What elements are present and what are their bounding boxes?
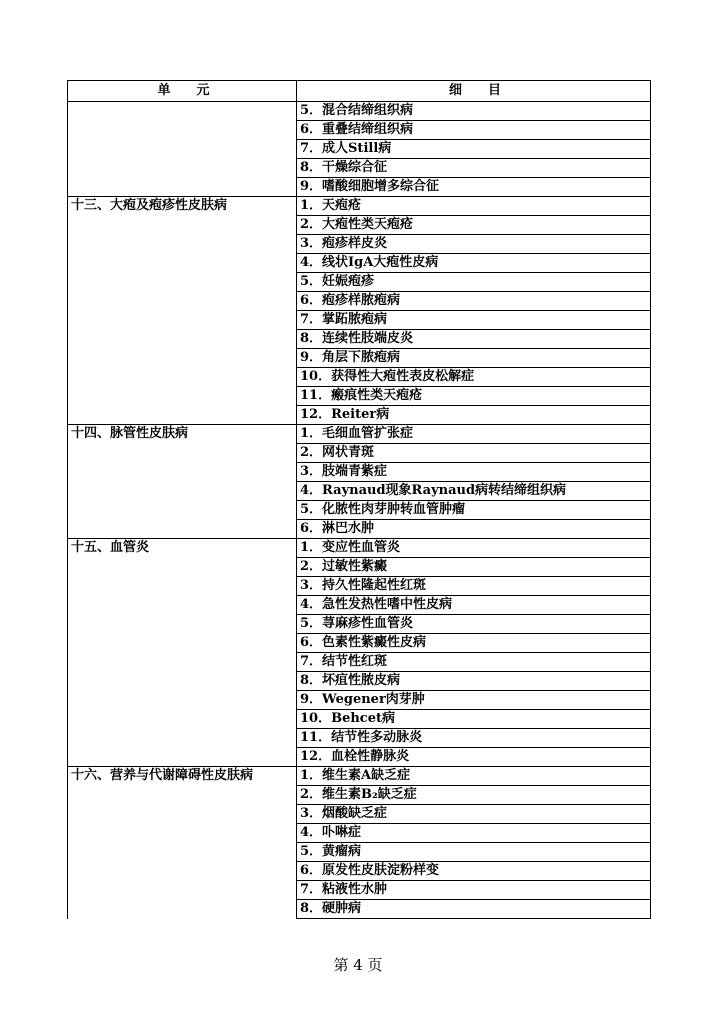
detail-column-header: 细 目 xyxy=(297,81,651,102)
detail-cell: 2．过敏性紫癜 xyxy=(297,558,651,577)
detail-cell: 10．Behcet病 xyxy=(297,710,651,729)
detail-cell: 1．变应性血管炎 xyxy=(297,539,651,558)
table-row xyxy=(68,425,651,444)
detail-cell: 8．干燥综合征 xyxy=(297,159,651,178)
table-row xyxy=(68,767,651,786)
table-row xyxy=(68,539,651,558)
table-row xyxy=(68,102,651,121)
table-body xyxy=(68,102,651,919)
detail-cell: 10．获得性大疱性表皮松解症 xyxy=(297,368,651,387)
detail-cell: 9．Wegener肉芽肿 xyxy=(297,691,651,710)
unit-cell xyxy=(68,102,297,197)
detail-cell: 9．角层下脓疱病 xyxy=(297,349,651,368)
unit-cell: 十五、血管炎 xyxy=(68,539,297,767)
detail-cell: 5．荨麻疹性血管炎 xyxy=(297,615,651,634)
unit-cell: 十四、脉管性皮肤病 xyxy=(68,425,297,539)
detail-cell: 5．妊娠疱疹 xyxy=(297,273,651,292)
detail-cell: 3．肢端青紫症 xyxy=(297,463,651,482)
detail-cell: 7．结节性红斑 xyxy=(297,653,651,672)
detail-cell: 4．卟啉症 xyxy=(297,824,651,843)
detail-cell: 5．混合结缔组织病 xyxy=(297,102,651,121)
unit-cell: 十六、营养与代谢障碍性皮肤病 xyxy=(68,767,297,919)
unit-column-header: 单 元 xyxy=(68,81,297,102)
detail-cell: 11．瘢痕性类天疱疮 xyxy=(297,387,651,406)
detail-cell: 1．天疱疮 xyxy=(297,197,651,216)
detail-cell: 12．血栓性静脉炎 xyxy=(297,748,651,767)
detail-cell: 5．黄瘤病 xyxy=(297,843,651,862)
detail-cell: 3．持久性隆起性红斑 xyxy=(297,577,651,596)
detail-cell: 6．色素性紫癜性皮病 xyxy=(297,634,651,653)
detail-cell: 7．粘液性水肿 xyxy=(297,881,651,900)
detail-cell: 4．急性发热性嗜中性皮病 xyxy=(297,596,651,615)
detail-cell: 6．重叠结缔组织病 xyxy=(297,121,651,140)
detail-cell: 4．Raynaud现象Raynaud病转结缔组织病 xyxy=(297,482,651,501)
page-number: 第 4 页 xyxy=(333,956,383,974)
table-header-row xyxy=(68,81,651,102)
detail-cell: 1．维生素A缺乏症 xyxy=(297,767,651,786)
detail-cell: 5．化脓性肉芽肿转血管肿瘤 xyxy=(297,501,651,520)
detail-cell: 9．嗜酸细胞增多综合征 xyxy=(297,178,651,197)
detail-cell: 7．掌跖脓疱病 xyxy=(297,311,651,330)
detail-cell: 7．成人Still病 xyxy=(297,140,651,159)
detail-cell: 8．坏疽性脓皮病 xyxy=(297,672,651,691)
detail-cell: 2．大疱性类天疱疮 xyxy=(297,216,651,235)
unit-cell: 十三、大疱及疱疹性皮肤病 xyxy=(68,197,297,425)
detail-cell: 2．维生素B₂缺乏症 xyxy=(297,786,651,805)
detail-cell: 8．连续性肢端皮炎 xyxy=(297,330,651,349)
detail-cell: 6．疱疹样脓疱病 xyxy=(297,292,651,311)
detail-cell: 6．原发性皮肤淀粉样变 xyxy=(297,862,651,881)
detail-cell: 6．淋巴水肿 xyxy=(297,520,651,539)
detail-cell: 11．结节性多动脉炎 xyxy=(297,729,651,748)
detail-cell: 4．线状IgA大疱性皮病 xyxy=(297,254,651,273)
detail-cell: 3．疱疹样皮炎 xyxy=(297,235,651,254)
detail-cell: 8．硬肿病 xyxy=(297,900,651,919)
detail-cell: 3．烟酸缺乏症 xyxy=(297,805,651,824)
detail-cell: 1．毛细血管扩张症 xyxy=(297,425,651,444)
table-row xyxy=(68,197,651,216)
detail-cell: 12．Reiter病 xyxy=(297,406,651,425)
syllabus-table xyxy=(67,80,651,919)
detail-cell: 2．网状青斑 xyxy=(297,444,651,463)
